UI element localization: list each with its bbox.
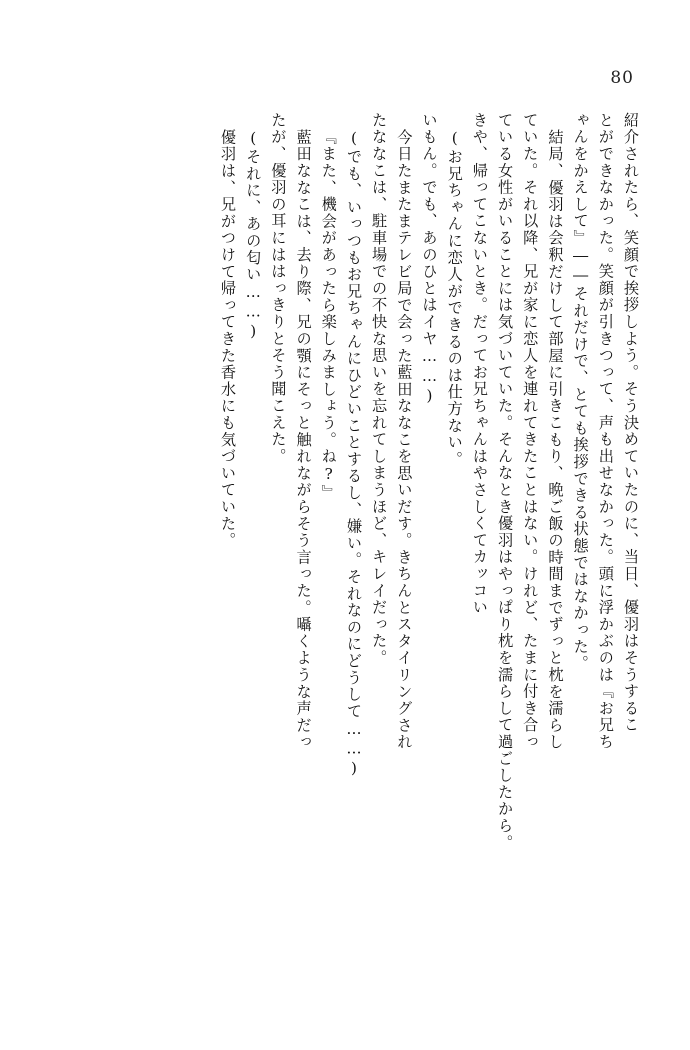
text-column: 結局、優羽は会釈だけして部屋に引きこもり、晩ご飯の時間までずっと枕を濡らし [546, 129, 565, 751]
text-column: ている女性がいることには気づいていた。そんなとき優羽はやっぱり枕を濡らして過ごしたから。 [496, 112, 515, 852]
text-column: 優羽は、兄がつけて帰ってきた香水にも気づいていた。 [219, 129, 237, 549]
text-column: ゃんをかえして』――それだけで、とても挨拶できる状態ではなかった。 [571, 112, 590, 672]
text-column: (でも、いっつもお兄ちゃんにひどいことするし、嫌い。それなのにどうして……) [344, 129, 363, 779]
text-column: (お兄ちゃんに恋人ができるのは仕方ない。 [445, 129, 464, 468]
text-column: とができなかった。笑顔が引きつって、声も出せなかった。頭に浮かぶのは『お兄ち [596, 112, 615, 751]
text-column: たななこは、駐車場での不快な思いを忘れてしまうほど、キレイだった。 [370, 112, 389, 667]
text-column: いもん。でも、あのひとはイヤ……) [420, 112, 439, 406]
text-column: 今日たまたまテレビ局で会った藍田ななこを思いだす。きちんとスタイリングされ [395, 129, 414, 751]
text-column: (それに、あの匂い……) [244, 129, 263, 342]
text-column: きや、帰ってこないとき。だってお兄ちゃんはやさしくてカッコい [470, 112, 489, 616]
text-column: ていた。それ以降、兄が家に恋人を連れてきたことはない。けれど、たまに付き合っ [521, 112, 540, 751]
text-column: 『また、機会があったら楽しみましょう。ね?』 [319, 129, 338, 502]
text-column: 紹介されたら、笑顔で挨拶しよう。そう決めていたのに、当日、優羽はそうするこ [622, 112, 640, 734]
text-column: たが、優羽の耳にははっきりとそう聞こえた。 [269, 112, 288, 465]
vertical-text-block [52, 112, 638, 972]
page-number: 80 [610, 68, 634, 88]
text-column: 藍田ななこは、去り際、兄の顎にそっと触れながらそう言った。囁くような声だっ [294, 129, 313, 751]
